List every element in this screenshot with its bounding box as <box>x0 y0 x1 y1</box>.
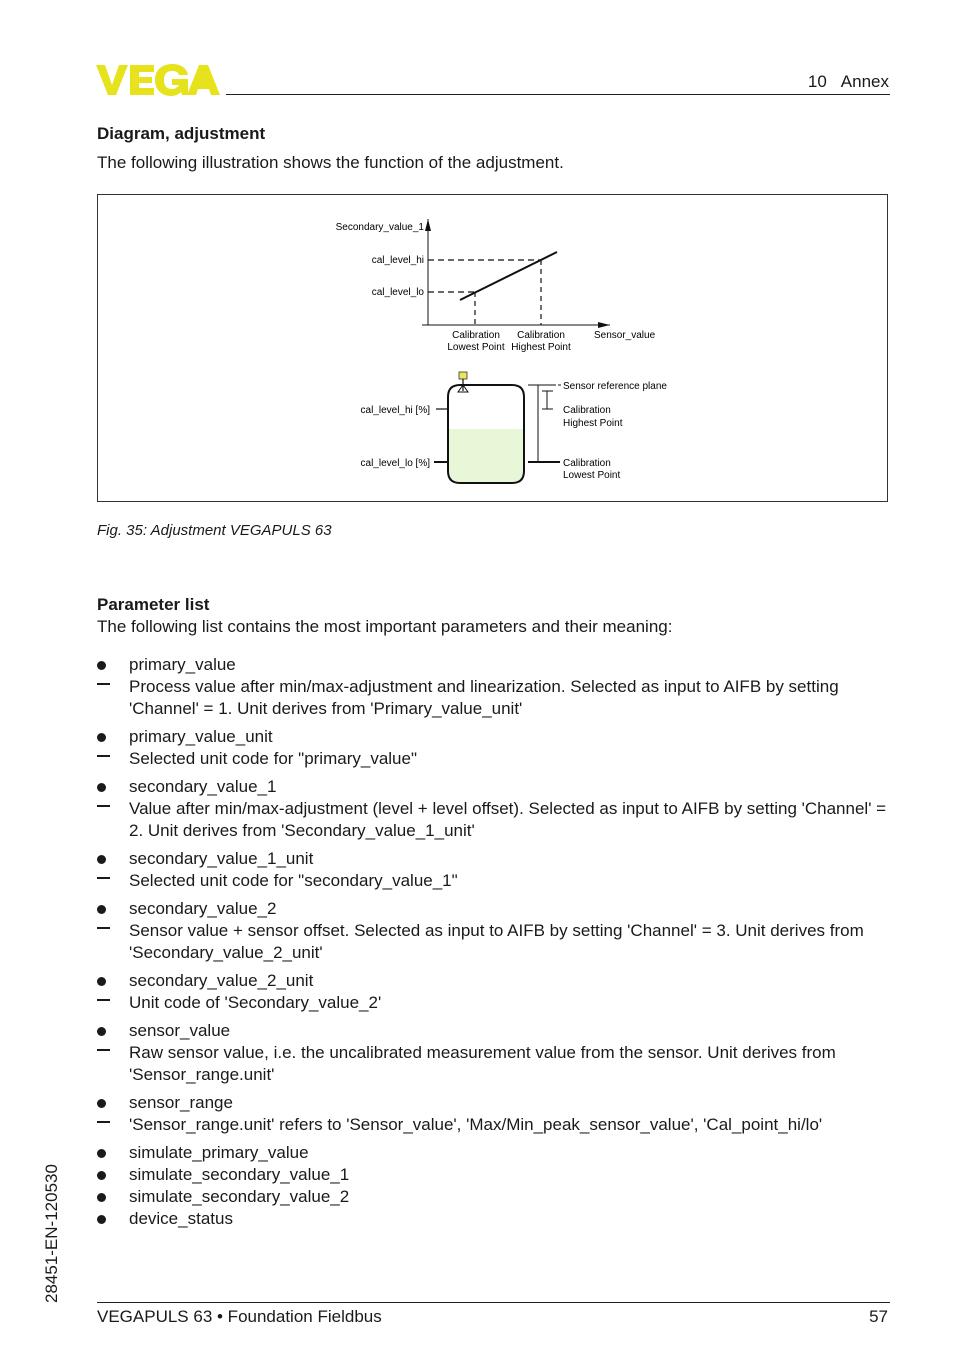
bullet-icon <box>97 848 117 870</box>
parameter-name: sensor_value <box>129 1021 231 1040</box>
footer-page-number: 57 <box>869 1307 888 1326</box>
list-item <box>97 654 892 676</box>
list-item-description <box>97 798 892 842</box>
bullet-icon <box>97 1186 117 1208</box>
graph-cal-lowest-l1: Calibration <box>452 330 500 341</box>
vega-logo-graphic <box>96 64 220 96</box>
parameter-name: simulate_secondary_value_1 <box>129 1165 350 1184</box>
adjustment-diagram <box>98 195 887 501</box>
dash-icon <box>97 676 117 698</box>
footer-rule <box>97 1302 890 1303</box>
parameter-name: primary_value <box>129 655 236 674</box>
parameter-description: Value after min/max-adjustment (level + level offset). Selected as input to AIFB by setting 'Channel' = 2. Unit derives from 'Secondary_value_1_unit' <box>129 799 887 840</box>
parameter-name: secondary_value_2_unit <box>129 971 314 990</box>
bullet-icon <box>97 1142 117 1164</box>
parameter-description: Sensor value + sensor offset. Selected as input to AIFB by setting 'Channel' = 3. Unit derives from 'Secondary_value_2_unit' <box>129 921 864 962</box>
list-item-description <box>97 748 892 770</box>
document-id: 28451-EN-120530 <box>42 1164 61 1303</box>
tank-left-hi-label: cal_level_hi [%] <box>360 405 430 416</box>
bullet-icon <box>97 1208 117 1230</box>
dash-icon <box>97 1114 117 1136</box>
parameter-name: secondary_value_1 <box>129 777 277 796</box>
tank-right-hi-l2: Highest Point <box>563 418 623 429</box>
parameter-name: simulate_secondary_value_2 <box>129 1187 350 1206</box>
section-heading-diagram: Diagram, adjustment <box>97 124 266 143</box>
list-item <box>97 1020 892 1042</box>
calibration-line <box>460 252 557 300</box>
section-intro-parameters: The following list contains the most important parameters and their meaning: <box>97 617 673 636</box>
graph-cal-lowest-l2: Lowest Point <box>447 342 505 353</box>
dash-icon <box>97 920 117 942</box>
figure-caption: Fig. 35: Adjustment VEGAPULS 63 <box>97 522 332 539</box>
chapter-heading <box>808 72 889 92</box>
list-item-description <box>97 920 892 964</box>
dash-icon <box>97 870 117 892</box>
graph-axes <box>422 219 610 328</box>
list-item <box>97 1186 892 1208</box>
bullet-icon <box>97 1020 117 1042</box>
vega-logo <box>96 64 220 101</box>
list-item <box>97 848 892 870</box>
tank-left-markers <box>434 409 448 462</box>
tank-right-hi-l1: Calibration <box>563 405 611 416</box>
list-item <box>97 1092 892 1114</box>
graph-cal-highest-l1: Calibration <box>517 330 565 341</box>
section-intro-diagram: The following illustration shows the function of the adjustment. <box>97 153 564 172</box>
tank-right-markers <box>528 385 561 462</box>
chapter-number: 10 <box>807 72 827 91</box>
section-heading-parameters: Parameter list <box>97 595 210 614</box>
bullet-icon <box>97 776 117 798</box>
list-item <box>97 1208 892 1230</box>
chapter-title: Annex <box>840 72 889 91</box>
bullet-icon <box>97 1164 117 1186</box>
parameter-description: Raw sensor value, i.e. the uncalibrated measurement value from the sensor. Unit derives from 'Sensor_range.unit' <box>129 1043 836 1084</box>
parameter-name: simulate_primary_value <box>129 1143 309 1162</box>
list-item <box>97 1164 892 1186</box>
graph-guides <box>428 260 541 325</box>
graph-cal-level-hi: cal_level_hi <box>371 255 424 266</box>
parameter-description: 'Sensor_range.unit' refers to 'Sensor_value', 'Max/Min_peak_sensor_value', 'Cal_point_hi/lo' <box>129 1115 823 1134</box>
graph-y-axis-label: Secondary_value_1 <box>335 222 424 233</box>
tank-right-lo-l1: Calibration <box>563 458 611 469</box>
list-item <box>97 1142 892 1164</box>
graph-cal-highest-l2: Highest Point <box>511 342 571 353</box>
graph-cal-level-lo: cal_level_lo <box>371 287 424 298</box>
parameter-list <box>97 650 892 1230</box>
tank-left-lo-label: cal_level_lo [%] <box>360 458 430 469</box>
tank <box>448 372 524 483</box>
list-item <box>97 970 892 992</box>
adjustment-figure <box>97 194 888 502</box>
parameter-name: sensor_range <box>129 1093 233 1112</box>
list-item-description <box>97 992 892 1014</box>
bullet-icon <box>97 654 117 676</box>
list-item-description <box>97 870 892 892</box>
dash-icon <box>97 1042 117 1064</box>
list-item <box>97 776 892 798</box>
graph-x-axis-label: Sensor_value <box>594 330 656 341</box>
parameter-description: Process value after min/max-adjustment and linearization. Selected as input to AIFB by setting 'Channel' = 1. Unit derives from 'Primary_value_unit' <box>129 677 839 718</box>
list-item-description <box>97 1042 892 1086</box>
dash-icon <box>97 992 117 1014</box>
footer-product: VEGAPULS 63 • Foundation Fieldbus <box>97 1307 382 1326</box>
parameter-name: secondary_value_1_unit <box>129 849 314 868</box>
bullet-icon <box>97 1092 117 1114</box>
dash-icon <box>97 748 117 770</box>
parameter-description: Selected unit code for "secondary_value_1" <box>129 871 458 890</box>
parameter-name: primary_value_unit <box>129 727 273 746</box>
list-item-description <box>97 1114 892 1136</box>
list-item-description <box>97 676 892 720</box>
parameter-description: Unit code of 'Secondary_value_2' <box>129 993 382 1012</box>
parameter-description: Selected unit code for "primary_value" <box>129 749 417 768</box>
bullet-icon <box>97 726 117 748</box>
dash-icon <box>97 798 117 820</box>
tank-sensor-reference: Sensor reference plane <box>563 381 667 392</box>
tank-right-lo-l2: Lowest Point <box>563 470 621 481</box>
header-rule <box>226 94 890 95</box>
list-item <box>97 726 892 748</box>
parameter-name: secondary_value_2 <box>129 899 277 918</box>
bullet-icon <box>97 898 117 920</box>
list-item <box>97 898 892 920</box>
bullet-icon <box>97 970 117 992</box>
sensor-head-icon <box>459 372 467 379</box>
parameter-name: device_status <box>129 1209 233 1228</box>
